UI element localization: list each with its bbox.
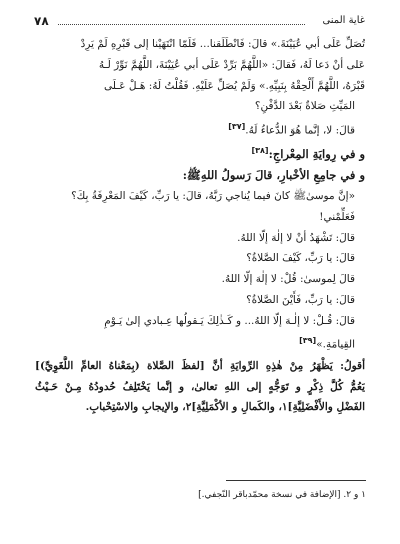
- commentary-line: يَعُمُّ كُلَّ ذِكْرٍ و تَوَجُّهٍ إلى اللهِ تعالىٰ، و إنَّما يَخْتَلِفُ حُدودُهُ مِـنْ حَـيْثُ: [35, 380, 365, 393]
- text-line: تُصَلِّ عَلَى أبي عُيَيْنَةَ.» قالَ: فَانْطَلَقنا... فَلَمّا انْتَهَيْنا إلى قَبْرِهِ لَمْ يَرِدْ: [80, 38, 365, 50]
- text-line: قالَ: يا رَبِّ، فَأَيْنَ الصَّلاةُ؟: [246, 293, 355, 306]
- commentary-line: أقولُ: يَظْهَرُ مِنْ هٰذِهِ الرِّوايَةِ أنَّ [لفظَ الصَّلاة (بِمَعْناهُ العامِّ اللُّغَوِيِّ)]: [35, 359, 365, 372]
- body-text: [35, 34, 365, 418]
- text-line: قالَ لِموسىٰ: قُلْ: لا إلٰهَ إلّا اللهُ.: [221, 273, 355, 286]
- text-line: قالَ: قُـلْ: لا إلٰـهَ إلّا اللهُ... و كَـذٰلِكَ يَـقولُها عِـبادي إلىٰ يَـوْمِ: [104, 314, 355, 327]
- text-line: عَلى أنْ دَعا لَهُ، فَقالَ: «اللَّهُمَّ بَرِّدْ عَلَى أبي عُيَيْنَةَ، اللَّهُمَّ نَوِّرْ لَـهُ: [98, 58, 365, 71]
- commentary-line: الفَضْلِ والأَفْضَلِيَّةِ]١، والكَمالِ و الأكْمَلِيَّةِ]٢، والإيجابِ والاسْتِحْبابِ.: [85, 401, 365, 414]
- citation-ref: [٣٩]: [299, 336, 317, 346]
- heading-line: و في رِوايَةِ المِعْراجِ:[٣٨]: [251, 146, 365, 162]
- page-number: ٧٨: [34, 14, 49, 28]
- text-line: «إنَّ موسىٰﷺ كانَ فيما يُناجي رَبَّهُ، قالَ: يا رَبِّ، كَيْفَ المَعْرِفَةُ بِكَ؟: [71, 189, 355, 202]
- text-line: فَعَلِّمْني!: [319, 210, 355, 223]
- page-header: [34, 13, 365, 29]
- footnote: ١ و ٢. [الإضافة في نسخة محمّدباقر النّجفي.]: [198, 490, 366, 500]
- citation-ref: [٣٨]: [251, 146, 269, 156]
- citation-ref: [٣٧]: [228, 122, 246, 132]
- text-line: قالَ: لا، إنَّما هُوَ الدُّعاءُ لَهُ.[٣٧]: [228, 122, 355, 137]
- running-title: غاية المنى: [319, 13, 365, 29]
- text-line: قَبْرَهُ، اللَّهُمَّ أَلْحِقْهُ بِنَبِيِّهِ.» وَلَمْ يُصَلِّ عَلَيْهِ. فَقُلْتُ لَهُ: هَـلْ عَـلَى: [103, 79, 365, 92]
- heading-line: و في جامِعِ الأخْبارِ، قالَ رَسولُ اللهِﷺ:: [182, 168, 365, 183]
- text-line: قالَ: يا رَبِّ، كَيْفَ الصَّلاةُ؟: [246, 252, 355, 265]
- text-line: قالَ: تَشْهَدُ أنْ لا إلٰهَ إلّا اللهُ.: [237, 231, 355, 244]
- text-line: المَيِّتِ صَلاةٌ بَعْدَ الدَّفْنِ؟: [254, 100, 355, 113]
- dot-leader: [58, 24, 305, 25]
- text-line: القِيامَةِ.»[٣٩]: [299, 336, 355, 351]
- footnote-rule: [226, 480, 366, 481]
